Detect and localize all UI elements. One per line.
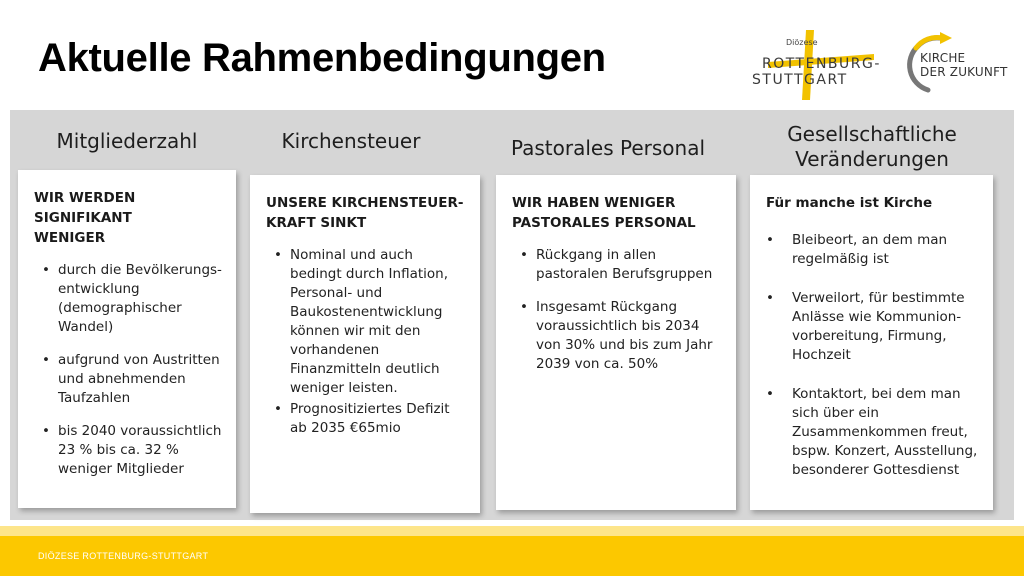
list-item: • Insgesamt Rückgang voraussichtlich bis 2034 von 30% und bis zum Jahr 2039 von ca. 50% [512,298,722,374]
list-item: • bis 2040 voraussichtlich 23 % bis ca. 32 % weniger Mitglieder [34,422,222,479]
card-heading-line: WIR WERDEN SIGNIFIKANT [34,190,136,226]
kirche-der-zukunft-logo [898,32,1008,94]
card-mitgliederzahl [18,170,236,508]
list-item: • Kontaktort, bei dem man sich über ein Zusammenkommen freut, bspw. Konzert, Ausstellung, besonderer Gottesdienst [766,385,979,480]
column-header-mitgliederzahl: Mitgliederzahl [56,129,198,153]
logo-rottenburg-label: ROTTENBURG- [762,56,881,72]
header-line-2: Veränderungen [795,147,949,171]
list-item: • durch die Bevölkerungs- entwicklung (demographischer Wandel) [34,261,222,337]
logo-stuttgart-label: STUTTGART [752,72,848,88]
column-header-gesellschaftliche [748,122,996,172]
card-heading-line: PASTORALES PERSONAL [512,215,696,231]
card-heading-line: WIR HABEN WENIGER [512,195,676,211]
list-item: • aufgrund von Austritten und abnehmenden Taufzahlen [34,351,222,408]
card-pastorales-personal [496,175,736,510]
card-kirchensteuer [250,175,480,513]
dioezese-logo [752,30,880,100]
list-item: • Nominal und auch bedingt durch Inflation, Personal- und Baukostenentwicklung können wir mit den vorhandenen Finanzmitteln deutlich weniger leisten. [266,246,466,398]
bullet-list [266,246,466,438]
list-item: • Prognositiziertes Defizit ab 2035 €65mio [266,400,466,438]
card-heading-line: UNSERE KIRCHENSTEUER- [266,195,464,211]
column-header-kirchensteuer: Kirchensteuer [281,129,421,153]
logo-dioezese-label: Diözese [786,38,818,47]
column-header-pastorales-personal: Pastorales Personal [510,136,706,160]
card-gesellschaftliche-veraenderungen [750,175,993,510]
list-item: • Rückgang in allen pastoralen Berufsgruppen [512,246,722,284]
footer-stripe [0,526,1024,536]
list-item: • Bleibeort, an dem man regelmäßig ist [766,231,979,269]
footer-bar [0,536,1024,576]
card-heading-line: KRAFT SINKT [266,215,367,231]
card-heading [34,188,222,248]
card-heading: Für manche ist Kirche [766,195,933,211]
slide-title: Aktuelle Rahmenbedingungen [38,36,606,80]
logo-kirche-label: KIRCHE [920,51,966,65]
bullet-list [512,246,722,374]
card-heading [266,193,466,233]
card-heading-line: WENIGER [34,230,106,246]
header-line-1: Gesellschaftliche [787,122,957,146]
bullet-list [766,231,979,480]
logo-zukunft-label: DER ZUKUNFT [920,65,1008,79]
footer-text: DIÖZESE ROTTENBURG-STUTTGART [38,551,209,561]
list-item: • Verweilort, für bestimmte Anlässe wie Kommunion- vorbereitung, Firmung, Hochzeit [766,289,979,365]
card-heading [512,193,722,233]
bullet-list [34,261,222,479]
